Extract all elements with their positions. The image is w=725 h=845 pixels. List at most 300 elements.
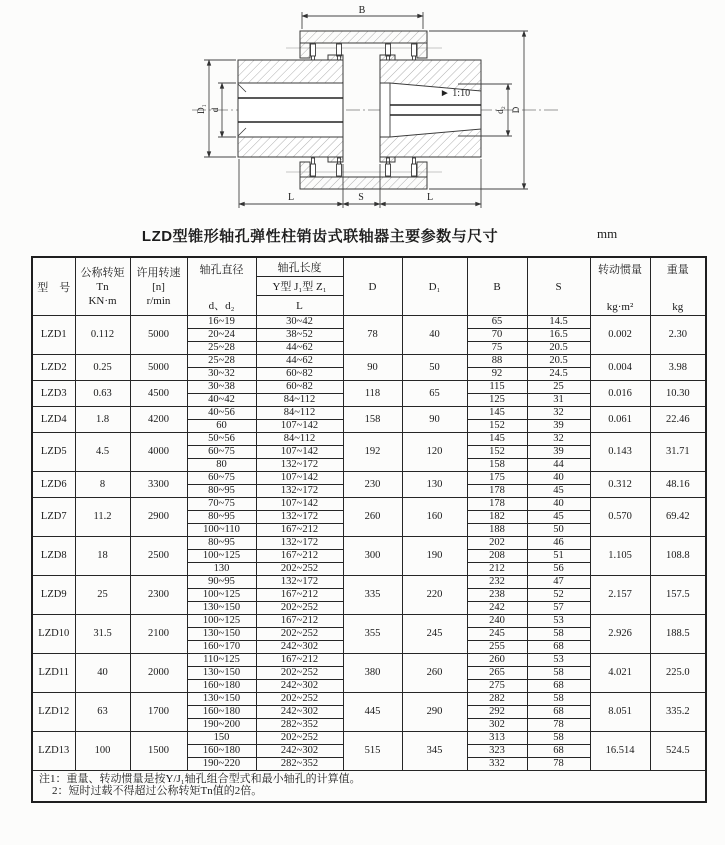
cell-length: 202~252 bbox=[256, 667, 343, 680]
cell-bore: 30~32 bbox=[187, 368, 256, 381]
col-header-D: D bbox=[343, 257, 402, 316]
cell-S: 20.5 bbox=[527, 342, 590, 355]
cell-B: 75 bbox=[467, 342, 527, 355]
cell-length: 107~142 bbox=[256, 472, 343, 485]
cell-B: 238 bbox=[467, 589, 527, 602]
cell-length: 202~252 bbox=[256, 628, 343, 641]
cell-B: 232 bbox=[467, 576, 527, 589]
cell-S: 53 bbox=[527, 615, 590, 628]
cell-B: 182 bbox=[467, 511, 527, 524]
col-header-length-symbol: L bbox=[256, 296, 343, 316]
cell-D: 380 bbox=[343, 654, 402, 693]
cell-S: 47 bbox=[527, 576, 590, 589]
cell-D1: 190 bbox=[402, 537, 467, 576]
cell-model: LZD13 bbox=[32, 732, 75, 771]
dim-D-label: D bbox=[511, 106, 521, 114]
cell-B: 88 bbox=[467, 355, 527, 368]
cell-model: LZD4 bbox=[32, 407, 75, 433]
cell-bore: 40~42 bbox=[187, 394, 256, 407]
cell-B: 175 bbox=[467, 472, 527, 485]
cell-weight: 188.5 bbox=[650, 615, 706, 654]
cell-bore: 60~75 bbox=[187, 472, 256, 485]
cell-S: 51 bbox=[527, 550, 590, 563]
cell-D: 158 bbox=[343, 407, 402, 433]
cell-torque: 1.8 bbox=[75, 407, 130, 433]
cell-speed: 1500 bbox=[130, 732, 187, 771]
cell-model: LZD10 bbox=[32, 615, 75, 654]
cell-D1: 290 bbox=[402, 693, 467, 732]
cell-speed: 5000 bbox=[130, 355, 187, 381]
dim-L-right-label: L bbox=[426, 192, 434, 203]
cell-length: 202~252 bbox=[256, 732, 343, 745]
cell-S: 45 bbox=[527, 485, 590, 498]
cell-inertia: 0.002 bbox=[590, 316, 650, 355]
torque-unit: KN·m bbox=[88, 294, 117, 307]
cell-S: 40 bbox=[527, 472, 590, 485]
cell-length: 44~62 bbox=[256, 355, 343, 368]
cell-bore: 150 bbox=[187, 732, 256, 745]
cell-torque: 4.5 bbox=[75, 433, 130, 472]
page-title: LZD型锥形轴孔弹性柱销齿式联轴器主要参数与尺寸 bbox=[141, 228, 499, 245]
cell-B: 208 bbox=[467, 550, 527, 563]
cell-bore: 60 bbox=[187, 420, 256, 433]
dim-D1 bbox=[204, 60, 236, 157]
cell-weight: 108.8 bbox=[650, 537, 706, 576]
cell-B: 282 bbox=[467, 693, 527, 706]
cell-S: 32 bbox=[527, 433, 590, 446]
pin-icon bbox=[311, 164, 316, 176]
cell-bore: 30~38 bbox=[187, 381, 256, 394]
cell-S: 68 bbox=[527, 706, 590, 719]
cell-length: 132~172 bbox=[256, 459, 343, 472]
cell-length: 202~252 bbox=[256, 693, 343, 706]
cell-model: LZD11 bbox=[32, 654, 75, 693]
cell-speed: 2900 bbox=[130, 498, 187, 537]
cell-D: 78 bbox=[343, 316, 402, 355]
cell-D1: 130 bbox=[402, 472, 467, 498]
cell-bore: 130~150 bbox=[187, 602, 256, 615]
cell-weight: 225.0 bbox=[650, 654, 706, 693]
cell-length: 202~252 bbox=[256, 602, 343, 615]
dim-L-left-label: L bbox=[287, 192, 295, 203]
cell-length: 242~302 bbox=[256, 706, 343, 719]
cell-model: LZD8 bbox=[32, 537, 75, 576]
cell-B: 188 bbox=[467, 524, 527, 537]
cell-model: LZD3 bbox=[32, 381, 75, 407]
cell-model: LZD6 bbox=[32, 472, 75, 498]
cell-speed: 3300 bbox=[130, 472, 187, 498]
cell-speed: 4200 bbox=[130, 407, 187, 433]
cell-S: 24.5 bbox=[527, 368, 590, 381]
cell-D1: 220 bbox=[402, 576, 467, 615]
table-row bbox=[32, 316, 706, 329]
torque-symbol: Tn bbox=[96, 280, 109, 293]
cell-torque: 25 bbox=[75, 576, 130, 615]
cell-torque: 100 bbox=[75, 732, 130, 771]
bore-symbol: d、d₂ bbox=[208, 299, 235, 312]
cell-speed: 4500 bbox=[130, 381, 187, 407]
cell-length: 132~172 bbox=[256, 576, 343, 589]
cell-S: 68 bbox=[527, 745, 590, 758]
cell-bore: 190~200 bbox=[187, 719, 256, 732]
cell-S: 44 bbox=[527, 459, 590, 472]
cell-inertia: 16.514 bbox=[590, 732, 650, 771]
cell-length: 242~302 bbox=[256, 745, 343, 758]
cell-bore: 25~28 bbox=[187, 355, 256, 368]
cell-bore: 80~95 bbox=[187, 537, 256, 550]
table-row bbox=[32, 615, 706, 628]
cell-inertia: 0.570 bbox=[590, 498, 650, 537]
table-notes bbox=[32, 771, 706, 803]
cell-length: 132~172 bbox=[256, 485, 343, 498]
cell-B: 212 bbox=[467, 563, 527, 576]
pin-icon bbox=[412, 164, 417, 176]
cell-S: 50 bbox=[527, 524, 590, 537]
cell-bore: 130~150 bbox=[187, 693, 256, 706]
cell-B: 323 bbox=[467, 745, 527, 758]
cell-S: 46 bbox=[527, 537, 590, 550]
cell-B: 115 bbox=[467, 381, 527, 394]
cell-S: 68 bbox=[527, 680, 590, 693]
cell-B: 92 bbox=[467, 368, 527, 381]
cell-B: 178 bbox=[467, 485, 527, 498]
cell-D: 90 bbox=[343, 355, 402, 381]
cell-bore: 130~150 bbox=[187, 628, 256, 641]
cell-model: LZD1 bbox=[32, 316, 75, 355]
cell-bore: 100~125 bbox=[187, 550, 256, 563]
cell-D: 445 bbox=[343, 693, 402, 732]
cell-model: LZD2 bbox=[32, 355, 75, 381]
cell-S: 56 bbox=[527, 563, 590, 576]
weight-title: 重量 bbox=[666, 263, 689, 276]
cell-bore: 40~56 bbox=[187, 407, 256, 420]
cell-bore: 90~95 bbox=[187, 576, 256, 589]
cell-bore: 80~95 bbox=[187, 511, 256, 524]
table-row bbox=[32, 654, 706, 667]
cell-torque: 63 bbox=[75, 693, 130, 732]
cell-S: 32 bbox=[527, 407, 590, 420]
dim-D1-label: D₁ bbox=[196, 104, 206, 114]
cell-bore: 20~24 bbox=[187, 329, 256, 342]
cell-torque: 40 bbox=[75, 654, 130, 693]
cell-S: 58 bbox=[527, 732, 590, 745]
col-header-S: S bbox=[527, 257, 590, 316]
cell-inertia: 0.061 bbox=[590, 407, 650, 433]
dim-B-label: B bbox=[358, 5, 366, 16]
cell-S: 45 bbox=[527, 511, 590, 524]
speed-title: 许用转速 bbox=[136, 266, 181, 279]
cell-length: 282~352 bbox=[256, 719, 343, 732]
cell-weight: 31.71 bbox=[650, 433, 706, 472]
cell-torque: 11.2 bbox=[75, 498, 130, 537]
cell-inertia: 2.926 bbox=[590, 615, 650, 654]
cell-S: 31 bbox=[527, 394, 590, 407]
cell-bore: 80 bbox=[187, 459, 256, 472]
cell-bore: 100~125 bbox=[187, 615, 256, 628]
cell-B: 255 bbox=[467, 641, 527, 654]
cell-S: 57 bbox=[527, 602, 590, 615]
cell-bore: 70~75 bbox=[187, 498, 256, 511]
parameters-table bbox=[31, 256, 707, 803]
cell-D1: 345 bbox=[402, 732, 467, 771]
cell-B: 65 bbox=[467, 316, 527, 329]
cell-B: 125 bbox=[467, 394, 527, 407]
dim-d-label: d bbox=[210, 107, 220, 113]
pin-icon bbox=[311, 44, 316, 56]
coupling-section-drawing bbox=[0, 0, 725, 220]
cell-length: 84~112 bbox=[256, 394, 343, 407]
cell-D1: 245 bbox=[402, 615, 467, 654]
col-header-D1: D₁ bbox=[402, 257, 467, 316]
inertia-title: 转动惯量 bbox=[598, 263, 642, 276]
cell-B: 275 bbox=[467, 680, 527, 693]
table-row bbox=[32, 472, 706, 485]
cell-S: 16.5 bbox=[527, 329, 590, 342]
speed-symbol: [n] bbox=[152, 280, 165, 293]
cell-model: LZD5 bbox=[32, 433, 75, 472]
cell-B: 70 bbox=[467, 329, 527, 342]
table-row bbox=[32, 355, 706, 368]
cell-length: 282~352 bbox=[256, 758, 343, 771]
col-header-weight bbox=[650, 257, 706, 316]
cell-length: 202~252 bbox=[256, 563, 343, 576]
unit-label: mm bbox=[597, 226, 618, 241]
cell-B: 158 bbox=[467, 459, 527, 472]
cell-D: 515 bbox=[343, 732, 402, 771]
cell-D: 260 bbox=[343, 498, 402, 537]
cell-model: LZD7 bbox=[32, 498, 75, 537]
cell-length: 107~142 bbox=[256, 498, 343, 511]
cell-model: LZD12 bbox=[32, 693, 75, 732]
table-row bbox=[32, 407, 706, 420]
cell-D1: 120 bbox=[402, 433, 467, 472]
cell-B: 145 bbox=[467, 433, 527, 446]
pin-icon bbox=[386, 164, 391, 176]
cell-B: 202 bbox=[467, 537, 527, 550]
cell-length: 30~42 bbox=[256, 316, 343, 329]
col-header-speed bbox=[130, 257, 187, 316]
cell-weight: 3.98 bbox=[650, 355, 706, 381]
cell-S: 14.5 bbox=[527, 316, 590, 329]
col-header-torque bbox=[75, 257, 130, 316]
cell-D: 118 bbox=[343, 381, 402, 407]
note-2: 2：短时过载不得超过公称转矩Tn值的2倍。 bbox=[52, 785, 263, 797]
cell-length: 38~52 bbox=[256, 329, 343, 342]
table-row bbox=[32, 498, 706, 511]
cell-B: 152 bbox=[467, 420, 527, 433]
cell-inertia: 2.157 bbox=[590, 576, 650, 615]
cell-weight: 10.30 bbox=[650, 381, 706, 407]
cell-D1: 65 bbox=[402, 381, 467, 407]
cell-inertia: 0.312 bbox=[590, 472, 650, 498]
cell-length: 84~112 bbox=[256, 407, 343, 420]
cell-torque: 18 bbox=[75, 537, 130, 576]
cell-B: 240 bbox=[467, 615, 527, 628]
cell-bore: 190~220 bbox=[187, 758, 256, 771]
cell-D: 230 bbox=[343, 472, 402, 498]
cell-length: 242~302 bbox=[256, 641, 343, 654]
cell-speed: 5000 bbox=[130, 316, 187, 355]
cell-speed: 4000 bbox=[130, 433, 187, 472]
table-row bbox=[32, 576, 706, 589]
col-header-B: B bbox=[467, 257, 527, 316]
col-header-length-types: Y型 J₁型 Z₁ bbox=[256, 277, 343, 296]
cell-bore: 130~150 bbox=[187, 667, 256, 680]
notes-row bbox=[32, 771, 706, 803]
cell-S: 39 bbox=[527, 446, 590, 459]
pin-icon bbox=[412, 44, 417, 56]
cell-length: 167~212 bbox=[256, 615, 343, 628]
cell-B: 242 bbox=[467, 602, 527, 615]
cell-length: 84~112 bbox=[256, 433, 343, 446]
cell-torque: 0.63 bbox=[75, 381, 130, 407]
pin-icon bbox=[386, 44, 391, 56]
pin-icon bbox=[337, 164, 342, 176]
cell-length: 60~82 bbox=[256, 368, 343, 381]
cell-B: 302 bbox=[467, 719, 527, 732]
cell-bore: 60~75 bbox=[187, 446, 256, 459]
cell-length: 107~142 bbox=[256, 420, 343, 433]
dim-S-label: S bbox=[358, 192, 364, 203]
cell-weight: 69.42 bbox=[650, 498, 706, 537]
cell-inertia: 0.016 bbox=[590, 381, 650, 407]
title-row bbox=[0, 225, 725, 247]
cell-D: 355 bbox=[343, 615, 402, 654]
cell-length: 167~212 bbox=[256, 550, 343, 563]
cell-S: 25 bbox=[527, 381, 590, 394]
cell-speed: 2100 bbox=[130, 615, 187, 654]
cell-S: 39 bbox=[527, 420, 590, 433]
cell-length: 44~62 bbox=[256, 342, 343, 355]
bore-title: 轴孔直径 bbox=[199, 263, 244, 276]
cell-D1: 40 bbox=[402, 316, 467, 355]
cell-length: 107~142 bbox=[256, 446, 343, 459]
right-hub bbox=[380, 55, 481, 162]
cell-bore: 160~180 bbox=[187, 745, 256, 758]
cell-length: 132~172 bbox=[256, 537, 343, 550]
cell-B: 292 bbox=[467, 706, 527, 719]
col-header-model: 型 号 bbox=[32, 257, 75, 316]
col-header-length: 轴孔长度 bbox=[256, 257, 343, 277]
cell-bore: 160~180 bbox=[187, 706, 256, 719]
table-row bbox=[32, 693, 706, 706]
note-1: 注1：重量、转动惯量是按Y/J₁轴孔组合型式和最小轴孔的计算值。 bbox=[39, 773, 361, 785]
cell-S: 78 bbox=[527, 758, 590, 771]
cell-inertia: 0.004 bbox=[590, 355, 650, 381]
cell-length: 242~302 bbox=[256, 680, 343, 693]
cell-B: 260 bbox=[467, 654, 527, 667]
table-row bbox=[32, 537, 706, 550]
cell-bore: 110~125 bbox=[187, 654, 256, 667]
cell-S: 40 bbox=[527, 498, 590, 511]
cell-D1: 160 bbox=[402, 498, 467, 537]
cell-torque: 0.112 bbox=[75, 316, 130, 355]
cell-inertia: 4.021 bbox=[590, 654, 650, 693]
cell-length: 60~82 bbox=[256, 381, 343, 394]
cell-D: 300 bbox=[343, 537, 402, 576]
cell-length: 167~212 bbox=[256, 654, 343, 667]
cell-weight: 157.5 bbox=[650, 576, 706, 615]
cell-bore: 80~95 bbox=[187, 485, 256, 498]
cell-bore: 100~125 bbox=[187, 589, 256, 602]
cell-bore: 16~19 bbox=[187, 316, 256, 329]
cell-speed: 2000 bbox=[130, 654, 187, 693]
table-row bbox=[32, 732, 706, 745]
dim-d2-label: d₂ bbox=[495, 106, 505, 114]
cell-D1: 50 bbox=[402, 355, 467, 381]
cell-bore: 160~180 bbox=[187, 680, 256, 693]
cell-D1: 260 bbox=[402, 654, 467, 693]
left-hub bbox=[238, 55, 343, 162]
cell-bore: 130 bbox=[187, 563, 256, 576]
cell-S: 58 bbox=[527, 693, 590, 706]
taper-label: ► 1:10 bbox=[439, 88, 471, 99]
cell-S: 58 bbox=[527, 667, 590, 680]
cell-inertia: 0.143 bbox=[590, 433, 650, 472]
cell-B: 145 bbox=[467, 407, 527, 420]
pin-icon bbox=[337, 44, 342, 56]
col-header-inertia bbox=[590, 257, 650, 316]
torque-title: 公称转矩 bbox=[80, 266, 125, 279]
table-row bbox=[32, 381, 706, 394]
cell-D: 192 bbox=[343, 433, 402, 472]
table-row bbox=[32, 433, 706, 446]
cell-S: 20.5 bbox=[527, 355, 590, 368]
cell-S: 53 bbox=[527, 654, 590, 667]
cell-B: 313 bbox=[467, 732, 527, 745]
cell-bore: 50~56 bbox=[187, 433, 256, 446]
cell-B: 245 bbox=[467, 628, 527, 641]
cell-B: 178 bbox=[467, 498, 527, 511]
cell-B: 332 bbox=[467, 758, 527, 771]
cell-speed: 2300 bbox=[130, 576, 187, 615]
cell-weight: 48.16 bbox=[650, 472, 706, 498]
cell-torque: 31.5 bbox=[75, 615, 130, 654]
cell-B: 152 bbox=[467, 446, 527, 459]
sleeve-top bbox=[300, 31, 427, 58]
cell-torque: 8 bbox=[75, 472, 130, 498]
cell-speed: 2500 bbox=[130, 537, 187, 576]
cell-torque: 0.25 bbox=[75, 355, 130, 381]
col-header-bore bbox=[187, 257, 256, 316]
cell-model: LZD9 bbox=[32, 576, 75, 615]
cell-S: 68 bbox=[527, 641, 590, 654]
cell-B: 265 bbox=[467, 667, 527, 680]
cell-S: 78 bbox=[527, 719, 590, 732]
cell-length: 132~172 bbox=[256, 511, 343, 524]
cell-D: 335 bbox=[343, 576, 402, 615]
cell-D1: 90 bbox=[402, 407, 467, 433]
cell-weight: 22.46 bbox=[650, 407, 706, 433]
cell-weight: 2.30 bbox=[650, 316, 706, 355]
cell-inertia: 8.051 bbox=[590, 693, 650, 732]
cell-inertia: 1.105 bbox=[590, 537, 650, 576]
cell-bore: 25~28 bbox=[187, 342, 256, 355]
cell-S: 52 bbox=[527, 589, 590, 602]
coupling-drawing-area bbox=[0, 0, 725, 220]
cell-speed: 1700 bbox=[130, 693, 187, 732]
cell-bore: 100~110 bbox=[187, 524, 256, 537]
inertia-unit: kg·m² bbox=[606, 300, 634, 313]
speed-unit: r/min bbox=[146, 294, 171, 307]
weight-unit: kg bbox=[672, 300, 684, 313]
cell-weight: 524.5 bbox=[650, 732, 706, 771]
table-body bbox=[32, 316, 706, 771]
cell-bore: 160~170 bbox=[187, 641, 256, 654]
cell-length: 167~212 bbox=[256, 524, 343, 537]
cell-weight: 335.2 bbox=[650, 693, 706, 732]
sleeve-bottom bbox=[300, 162, 427, 189]
